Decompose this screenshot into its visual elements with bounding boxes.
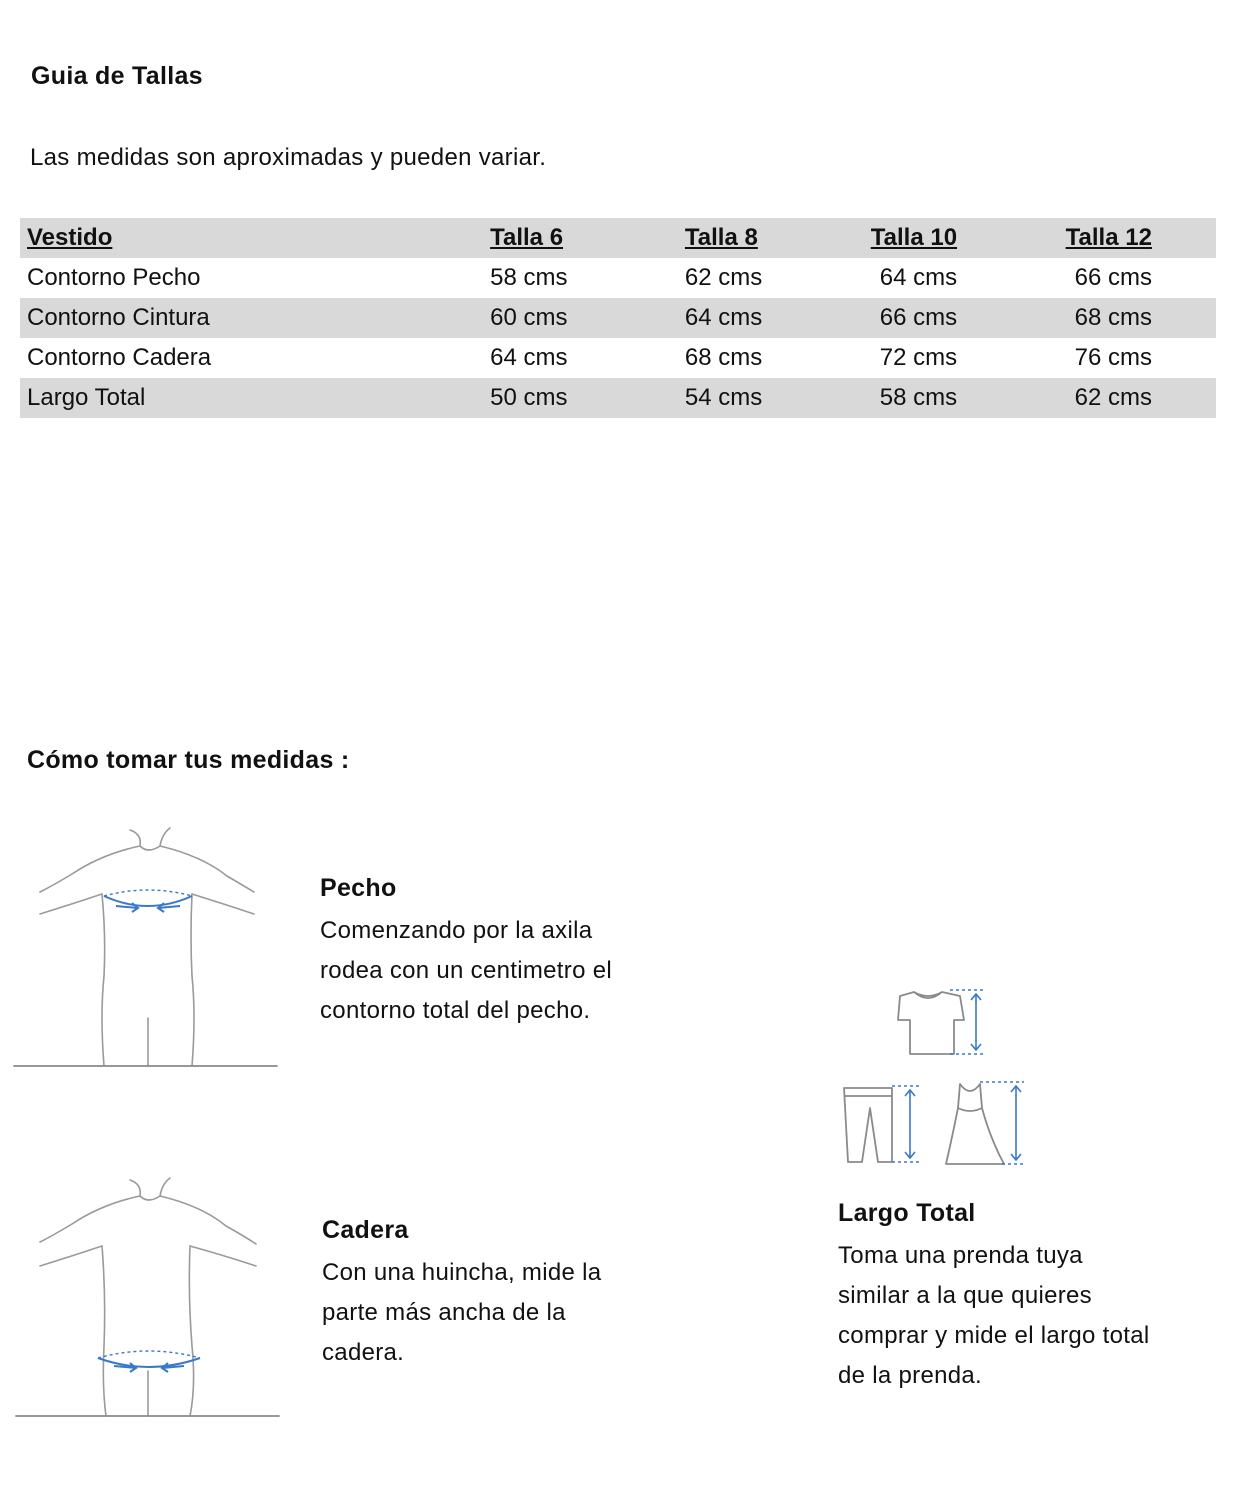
largo-line: similar a la que quieres bbox=[838, 1282, 1092, 1309]
page-subtitle: Las medidas son aproximadas y pueden variar. bbox=[30, 144, 547, 171]
largo-line: de la prenda. bbox=[838, 1362, 983, 1389]
table-cell: 64 cms bbox=[490, 344, 568, 371]
chest-measure-illustration-icon bbox=[12, 826, 282, 1071]
dress-length-icon bbox=[940, 1078, 1032, 1170]
largo-line: comprar y mide el largo total bbox=[838, 1322, 1150, 1349]
size-table bbox=[20, 218, 1216, 418]
table-cell: 58 cms bbox=[879, 384, 958, 411]
pecho-line: contorno total del pecho. bbox=[320, 997, 591, 1024]
tshirt-length-icon bbox=[892, 986, 992, 1058]
cadera-line: parte más ancha de la bbox=[322, 1299, 566, 1326]
column-header-talla-8: Talla 8 bbox=[684, 224, 758, 251]
row-label: Contorno Pecho bbox=[27, 264, 201, 291]
pecho-line: Comenzando por la axila bbox=[320, 917, 593, 944]
table-cell: 60 cms bbox=[490, 304, 568, 331]
table-cell: 62 cms bbox=[684, 264, 763, 291]
table-cell: 76 cms bbox=[1074, 344, 1152, 371]
largo-total-heading: Largo Total bbox=[838, 1199, 976, 1227]
table-cell: 64 cms bbox=[879, 264, 958, 291]
table-cell: 64 cms bbox=[684, 304, 763, 331]
table-cell: 62 cms bbox=[1074, 384, 1152, 411]
largo-total-description bbox=[838, 1236, 1198, 1396]
pecho-description bbox=[320, 911, 660, 1031]
table-row bbox=[20, 338, 1216, 378]
column-header-talla-12: Talla 12 bbox=[1065, 224, 1152, 251]
table-row bbox=[20, 298, 1216, 338]
row-label: Contorno Cadera bbox=[27, 344, 212, 371]
row-label: Contorno Cintura bbox=[27, 304, 210, 331]
page-title: Guia de Tallas bbox=[31, 62, 203, 90]
largo-line: Toma una prenda tuya bbox=[838, 1242, 1083, 1269]
row-label: Largo Total bbox=[27, 384, 146, 411]
pecho-line: rodea con un centimetro el bbox=[320, 957, 612, 984]
table-row bbox=[20, 258, 1216, 298]
table-header-row bbox=[20, 218, 1216, 258]
hip-measure-illustration-icon bbox=[14, 1176, 284, 1421]
pants-length-icon bbox=[838, 1082, 928, 1168]
cadera-heading: Cadera bbox=[322, 1216, 409, 1244]
table-cell: 68 cms bbox=[1074, 304, 1152, 331]
table-cell: 66 cms bbox=[1074, 264, 1152, 291]
table-row bbox=[20, 378, 1216, 418]
pecho-heading: Pecho bbox=[320, 874, 397, 902]
cadera-description bbox=[322, 1253, 642, 1373]
column-header-vestido: Vestido bbox=[27, 224, 113, 251]
table-cell: 50 cms bbox=[490, 384, 568, 411]
table-cell: 72 cms bbox=[879, 344, 958, 371]
table-cell: 54 cms bbox=[684, 384, 763, 411]
column-header-talla-10: Talla 10 bbox=[870, 224, 958, 251]
column-header-talla-6: Talla 6 bbox=[490, 224, 564, 251]
cadera-line: Con una huincha, mide la bbox=[322, 1259, 602, 1286]
cadera-line: cadera. bbox=[322, 1339, 405, 1366]
table-cell: 68 cms bbox=[684, 344, 763, 371]
table-cell: 58 cms bbox=[490, 264, 568, 291]
table-cell: 66 cms bbox=[879, 304, 958, 331]
how-to-measure-title: Cómo tomar tus medidas : bbox=[27, 746, 350, 774]
